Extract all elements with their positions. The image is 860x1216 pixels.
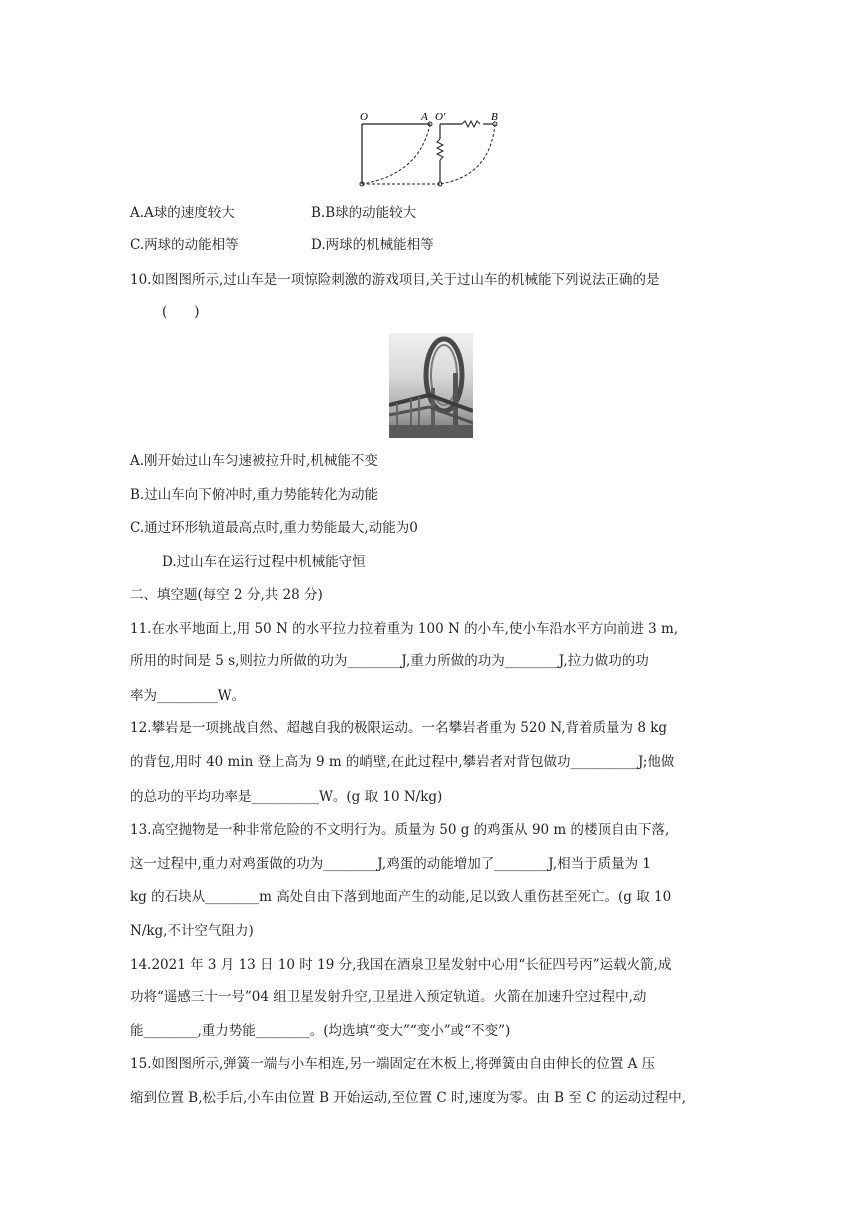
label-o: O [360,111,368,123]
q10-option-d: D.过山车在运行过程中机械能守恒 [162,554,366,570]
section-heading: 二、填空题(每空 2 分,共 28 分) [130,587,323,603]
q14-line-3: 能________,重力势能________。(均选填“变大”“变小”或“不变”) [130,1023,511,1039]
q12-line-2: 的背包,用时 40 min 登上高为 9 m 的峭壁,在此过程中,攀岩者对背包做功__________J;他做 [130,754,675,770]
q9-option-b: B.B球的动能较大 [311,205,417,221]
q11-line-3: 率为_________W。 [130,688,246,704]
q9-option-c: C.两球的动能相等 [130,237,239,253]
label-o-prime: O′ [435,111,446,123]
q11-line-1: 11.在水平地面上,用 50 N 的水平拉力拉着重为 100 N 的小车,使小车沿水平方向前进 3 m, [130,621,679,637]
q11-line-2: 所用的时间是 5 s,则拉力所做的功为________J,重力所做的功为________J,拉力做功的功 [130,653,649,669]
q10-option-c: C.通过环形轨道最高点时,重力势能最大,动能为0 [130,520,418,536]
q12-line-3: 的总功的平均功率是__________W。(g 取 10 N/kg) [130,789,443,805]
q14-line-1: 14.2021 年 3 月 13 日 10 时 19 分,我国在酒泉卫星发射中心用“长征四号丙”运载火箭,成 [130,957,672,973]
q13-line-1: 13.高空抛物是一种非常危险的不文明行为。质量为 50 g 的鸡蛋从 90 m 的楼顶自由下落, [130,822,670,838]
label-b: B [491,111,498,123]
q10-option-b: B.过山车向下俯冲时,重力势能转化为动能 [130,487,379,503]
q13-line-2: 这一过程中,重力对鸡蛋做的功为________J,鸡蛋的动能增加了________J,相当于质量为 1 [130,856,651,872]
roller-coaster-photo [389,333,473,438]
q9-option-a: A.A球的速度较大 [130,205,235,221]
q9-option-d: D.两球的机械能相等 [311,237,434,253]
q10-option-a: A.刚开始过山车匀速被拉升时,机械能不变 [130,453,378,469]
q12-line-1: 12.攀岩是一项挑战自然、超越自我的极限运动。一名攀岩者重为 520 N,背着质量为 8 kg [130,720,668,736]
q14-line-2: 功将“遥感三十一号”04 组卫星发射升空,卫星进入预定轨道。火箭在加速升空过程中,动 [130,989,647,1005]
label-a: A [421,111,428,123]
q10-answer-paren: ( ) [162,304,200,320]
q15-line-2: 缩到位置 B,松手后,小车由位置 B 开始运动,至位置 C 时,速度为零。由 B 至 C 的运动过程中, [130,1090,686,1106]
q10-stem: 10.如图图所示,过山车是一项惊险刺激的游戏项目,关于过山车的机械能下列说法正确的是 [130,272,660,288]
pendulum-spring-figure [350,104,520,194]
q15-line-1: 15.如图图所示,弹簧一端与小车相连,另一端固定在木板上,将弹簧由自由伸长的位置 A 压 [130,1056,656,1072]
q13-line-4: N/kg,不计空气阻力) [130,923,254,939]
q13-line-3: kg 的石块从________m 高处自由下落到地面产生的动能,足以致人重伤甚至死亡。(g 取 10 [130,889,672,905]
